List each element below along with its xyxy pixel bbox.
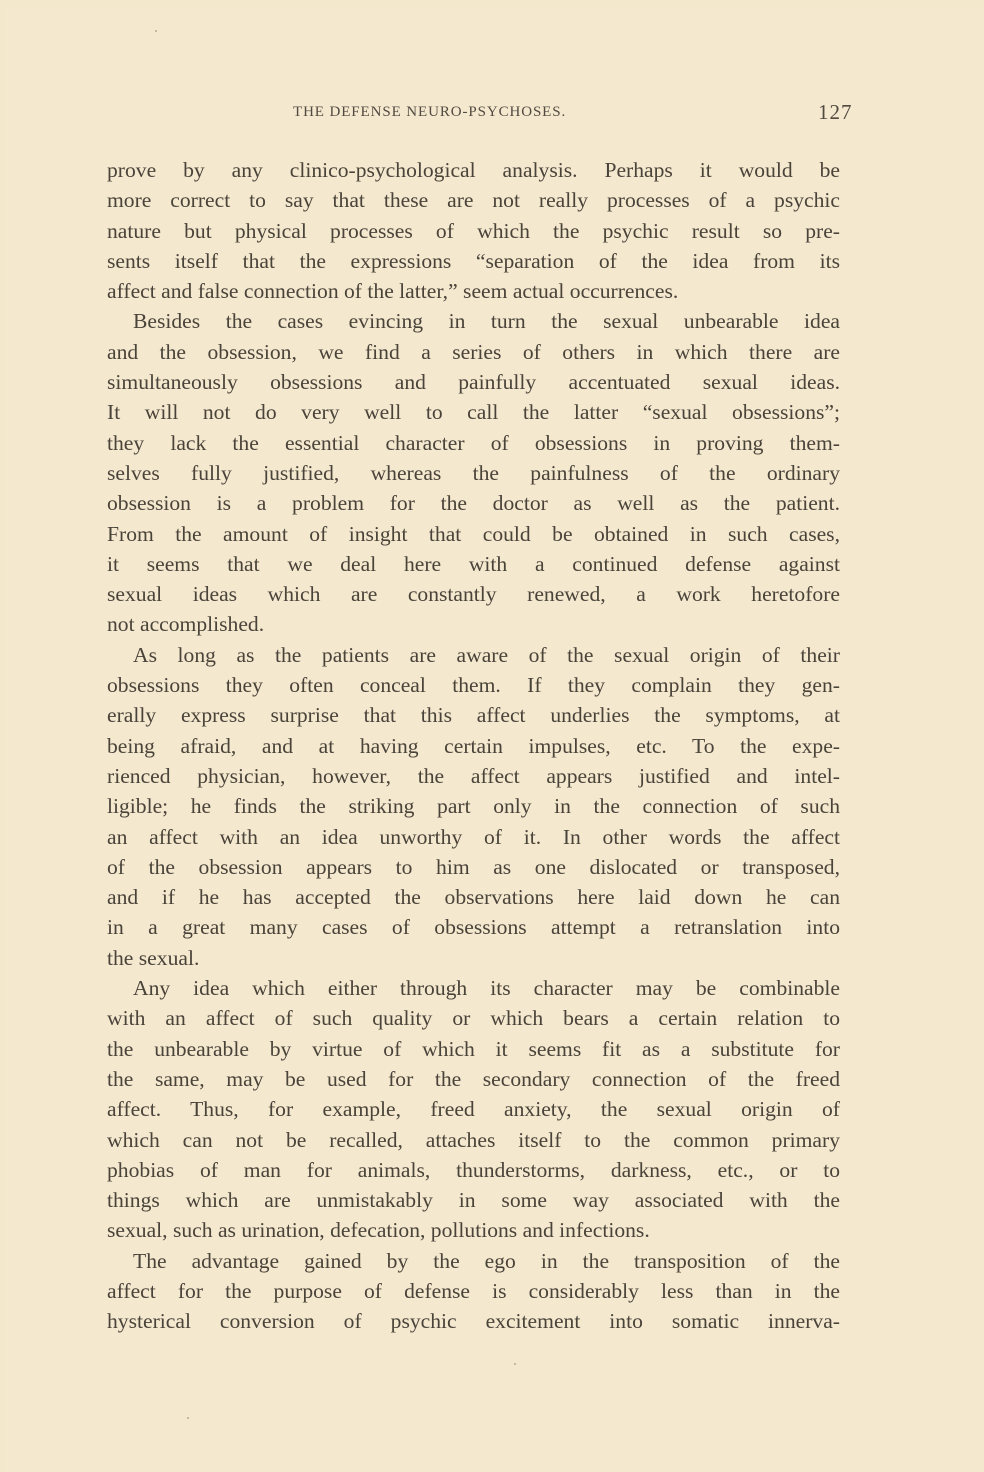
paper-speck — [155, 30, 157, 32]
text-line: being afraid, and at having certain impulses, etc. To the expe- — [107, 733, 840, 758]
text-line: it seems that we deal here with a continued defense against — [107, 551, 840, 576]
text-line: erally express surprise that this affect underlies the symptoms, at — [107, 703, 840, 728]
text-line: not accomplished. — [107, 612, 265, 637]
text-line: The advantage gained by the ego in the transposition of the — [133, 1248, 840, 1273]
text-line: From the amount of insight that could be obtained in such cases, — [107, 521, 840, 546]
text-line: the unbearable by virtue of which it seems fit as a substitute for — [107, 1036, 840, 1061]
text-line: As long as the patients are aware of the sexual origin of their — [133, 642, 840, 667]
text-line: phobias of man for animals, thunderstorms, darkness, etc., or to — [107, 1157, 840, 1182]
text-line: obsession is a problem for the doctor as well as the patient. — [107, 491, 840, 516]
paragraph — [107, 640, 840, 973]
text-line: and the obsession, we find a series of others in which there are — [107, 339, 840, 364]
text-line: things which are unmistakably in some way associated with the — [107, 1188, 840, 1213]
running-head — [0, 100, 984, 128]
text-line: with an affect of such quality or which bears a certain relation to — [107, 1006, 840, 1031]
text-line: of the obsession appears to him as one dislocated or transposed, — [107, 854, 840, 879]
text-line: ligible; he finds the striking part only in the connection of such — [107, 794, 840, 819]
text-line: sents itself that the expressions “separation of the idea from its — [107, 248, 840, 273]
text-line: affect for the purpose of defense is considerably less than in the — [107, 1278, 840, 1303]
text-line: the sexual. — [107, 945, 200, 970]
body-text — [107, 155, 840, 1337]
text-line: sexual, such as urination, defecation, pollutions and infections. — [107, 1218, 650, 1243]
paragraph — [107, 155, 840, 306]
text-line: affect. Thus, for example, freed anxiety, the sexual origin of — [107, 1097, 840, 1122]
paper-speck — [514, 1363, 516, 1365]
text-line: in a great many cases of obsessions attempt a retranslation into — [107, 915, 840, 940]
text-line: prove by any clinico-psychological analysis. Perhaps it would be — [107, 158, 840, 182]
text-line: obsessions they often conceal them. If they complain they gen- — [107, 673, 840, 698]
text-line: It will not do very well to call the latter “sexual obsessions”; — [107, 400, 840, 425]
text-line: simultaneously obsessions and painfully accentuated sexual ideas. — [107, 370, 840, 395]
paragraph — [107, 1246, 840, 1337]
text-line: they lack the essential character of obsessions in proving them- — [107, 430, 840, 455]
text-line: Any idea which either through its character may be combinable — [133, 976, 840, 1001]
text-line: hysterical conversion of psychic excitement into somatic innerva- — [107, 1309, 840, 1334]
paper-speck — [187, 1417, 189, 1419]
text-line: which can not be recalled, attaches itself to the common primary — [107, 1127, 840, 1152]
text-line: and if he has accepted the observations here laid down he can — [107, 885, 840, 910]
text-line: more correct to say that these are not really processes of a psychic — [107, 188, 840, 213]
text-line: the same, may be used for the secondary connection of the freed — [107, 1066, 840, 1091]
text-line: sexual ideas which are constantly renewed, a work heretofore — [107, 582, 840, 607]
paragraph — [107, 306, 840, 639]
text-line: nature but physical processes of which the psychic result so pre- — [107, 218, 840, 243]
text-line: Besides the cases evincing in turn the sexual unbearable idea — [133, 309, 840, 334]
text-line: affect and false connection of the latter,” seem actual occurrences. — [107, 279, 679, 304]
paragraph — [107, 973, 840, 1246]
running-title: THE DEFENSE NEURO-PSYCHOSES. — [293, 104, 567, 120]
page-number: 127 — [818, 100, 853, 124]
text-line: an affect with an idea unworthy of it. In other words the affect — [107, 824, 840, 849]
text-line: selves fully justified, whereas the painfulness of the ordinary — [107, 460, 840, 485]
text-line: rienced physician, however, the affect appears justified and intel- — [107, 763, 840, 788]
